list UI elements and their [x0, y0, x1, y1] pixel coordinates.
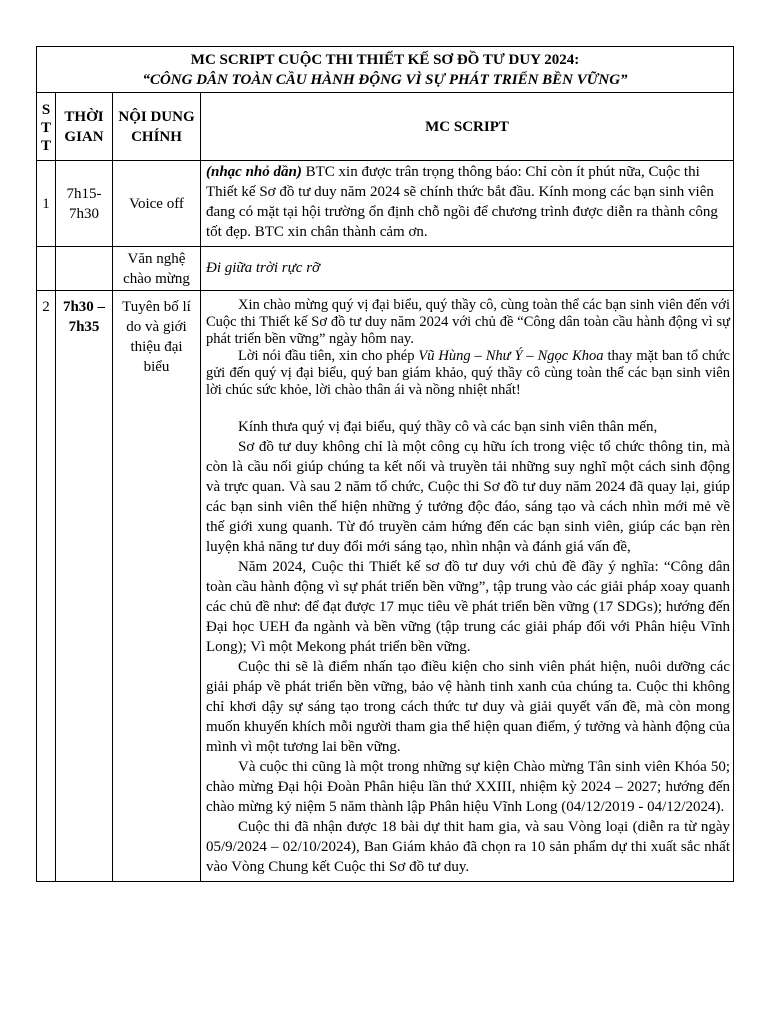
script-paragraph	[206, 348, 730, 399]
table-row	[37, 291, 734, 882]
header-content-line: NỘI DUNG	[118, 108, 195, 125]
header-row	[37, 93, 734, 161]
header-time	[56, 93, 113, 161]
row-time-line: 7h35	[68, 319, 100, 335]
script-paragraph: Kính thưa quý vị đại biểu, quý thầy cô và các bạn sinh viên thân mến,	[238, 419, 658, 435]
row-content	[113, 247, 201, 291]
row-time	[56, 291, 113, 882]
row-time-line: 7h15-	[66, 185, 102, 202]
header-content	[113, 93, 201, 161]
row-stt: 1	[37, 161, 56, 247]
script-paragraph: Sơ đồ tư duy không chỉ là một công cụ hữu ích trong việc tổ chức thông tin, mà còn là cầu nối giúp chúng ta kết nối và truyền tải những suy nghĩ một cách sinh động và trực quan. Và sau 2 năm tổ chức, Cuộc thi Sơ đồ tư duy năm 2024 đã quay lại, giúp các bạn sinh viên thể hiện những ý tưởng độc đáo, sáng tạo và cách nhìn mới mẻ về thế giới xung quanh. Từ đó truyền cảm hứng đến các bạn sinh viên, giúp các bạn rèn luyện khả năng tư duy đổi mới sáng tạo, nhìn nhận và đánh giá vấn đề,	[206, 439, 730, 555]
stt-letter: T	[40, 119, 51, 136]
header-time-line: THỜI	[64, 108, 104, 125]
row-content-line: Văn nghệ	[127, 251, 186, 267]
mc-names: Vũ Hùng – Như Ý – Ngọc Khoa	[418, 348, 604, 364]
table-row	[37, 247, 734, 291]
row-time	[56, 161, 113, 247]
script-paragraph: Năm 2024, Cuộc thi Thiết kế sơ đồ tư duy với chủ đề đầy ý nghĩa: “Công dân toàn cầu hành động vì sự phát triển bền vững”, tập trung vào các giải pháp xoay quanh các chủ đề như: để đạt được 17 mục tiêu về phát triển bền vững (17 SDGs); hướng đến Đại học UEH đa ngành và bền vững (tập trung các giải pháp đối với Phân hiệu Vĩnh Long); Vì một Mekong phát triển bền vững.	[206, 559, 730, 655]
row-time-line: 7h30	[69, 205, 99, 222]
row-content-line: thiệu đại	[130, 339, 183, 355]
script-text: thay mặt ban tổ chức gửi đến quý vị đại biểu, quý ban giám khảo, quý thầy cô cùng toàn thể các bạn sinh viên lời chúc sức khỏe, lời chào thân ái và nồng nhiệt nhất!	[206, 348, 730, 398]
row-time	[56, 247, 113, 291]
script-paragraph: Cuộc thi đã nhận được 18 bài dự thit ham gia, và sau Vòng loại (diễn ra từ ngày 05/9/2024 – 02/10/2024), Ban Giám khảo đã chọn ra 10 sản phẩm dự thi xuất sắc nhất vào Vòng Chung kết Cuộc thi Sơ đồ tư duy.	[206, 819, 730, 875]
header-stt	[37, 93, 56, 161]
title-line-1: MC SCRIPT CUỘC THI THIẾT KẾ SƠ ĐỒ TƯ DUY 2024:	[190, 52, 580, 68]
script-paragraph: Và cuộc thi cũng là một trong những sự kiện Chào mừng Tân sinh viên Khóa 50; chào mừng Đại hội Đoàn Phân hiệu lần thứ XXIII, nhiệm kỳ 2024 – 2027; hướng đến chào mừng kỷ niệm 5 năm thành lập Phân hiệu Vĩnh Long (04/12/2019 - 04/12/2024).	[206, 759, 730, 815]
document-title	[37, 47, 734, 93]
stt-letter: T	[40, 137, 51, 154]
row-content-line: Tuyên bố lí	[122, 299, 191, 315]
row-script: Đi giữa trời rực rỡ	[201, 247, 734, 291]
row-content	[113, 291, 201, 882]
script-text: Lời nói đầu tiên, xin cho phép	[238, 348, 419, 364]
stt-letter: S	[41, 101, 51, 118]
script-paragraph: Xin chào mừng quý vị đại biểu, quý thầy cô, cùng toàn thể các bạn sinh viên đến với Cuộc thi Thiết kế Sơ đồ tư duy năm 2024 với chủ đề “Công dân toàn cầu hành động vì sự phát triển bền vững” ngày hôm nay.	[206, 297, 730, 347]
row-script	[201, 291, 734, 882]
table-row	[37, 161, 734, 247]
header-content-line: CHÍNH	[131, 128, 182, 145]
script-text: BTC xin được trân trọng thông báo: Chỉ còn ít phút nữa, Cuộc thi Thiết kế Sơ đồ tư duy năm 2024 sẽ chính thức bắt đầu. Kính mong các bạn sinh viên đang có mặt tại hội trường ổn định chỗ ngồi để chương trình được diễn ra thành công tốt đẹp. BTC xin chân thành cảm ơn.	[206, 164, 718, 240]
paragraph-spacer	[206, 399, 730, 417]
header-script: MC SCRIPT	[201, 93, 734, 161]
title-line-2: “CÔNG DÂN TOÀN CẦU HÀNH ĐỘNG VÌ SỰ PHÁT TRIỂN BỀN VỮNG”	[142, 72, 628, 88]
row-content-line: do và giới	[126, 319, 187, 335]
script-paragraph: Cuộc thi sẽ là điểm nhấn tạo điều kiện cho sinh viên phát hiện, nuôi dưỡng các giải pháp về phát triển bền vững, bảo vệ hành tinh xanh của chúng ta. Cuộc thi không chỉ khơi dậy sự sáng tạo trong cách thức tư duy và giải quyết vấn đề, mà còn mong muốn khuyến khích mỗi người tham gia thể hiện quan điểm, ý tưởng và hành động của mình vì một tương lai bền vững.	[206, 659, 730, 755]
title-row	[37, 47, 734, 93]
row-script	[201, 161, 734, 247]
row-stt	[37, 247, 56, 291]
script-stage-note: (nhạc nhỏ dần)	[206, 164, 302, 180]
row-content: Voice off	[113, 161, 201, 247]
document-page	[36, 46, 733, 882]
row-time-line: 7h30 –	[62, 299, 106, 315]
header-time-line: GIAN	[64, 128, 104, 145]
row-content-line: biểu	[143, 359, 170, 375]
mc-script-table	[36, 46, 734, 882]
row-content-line: chào mừng	[123, 271, 190, 287]
row-stt: 2	[37, 291, 56, 882]
